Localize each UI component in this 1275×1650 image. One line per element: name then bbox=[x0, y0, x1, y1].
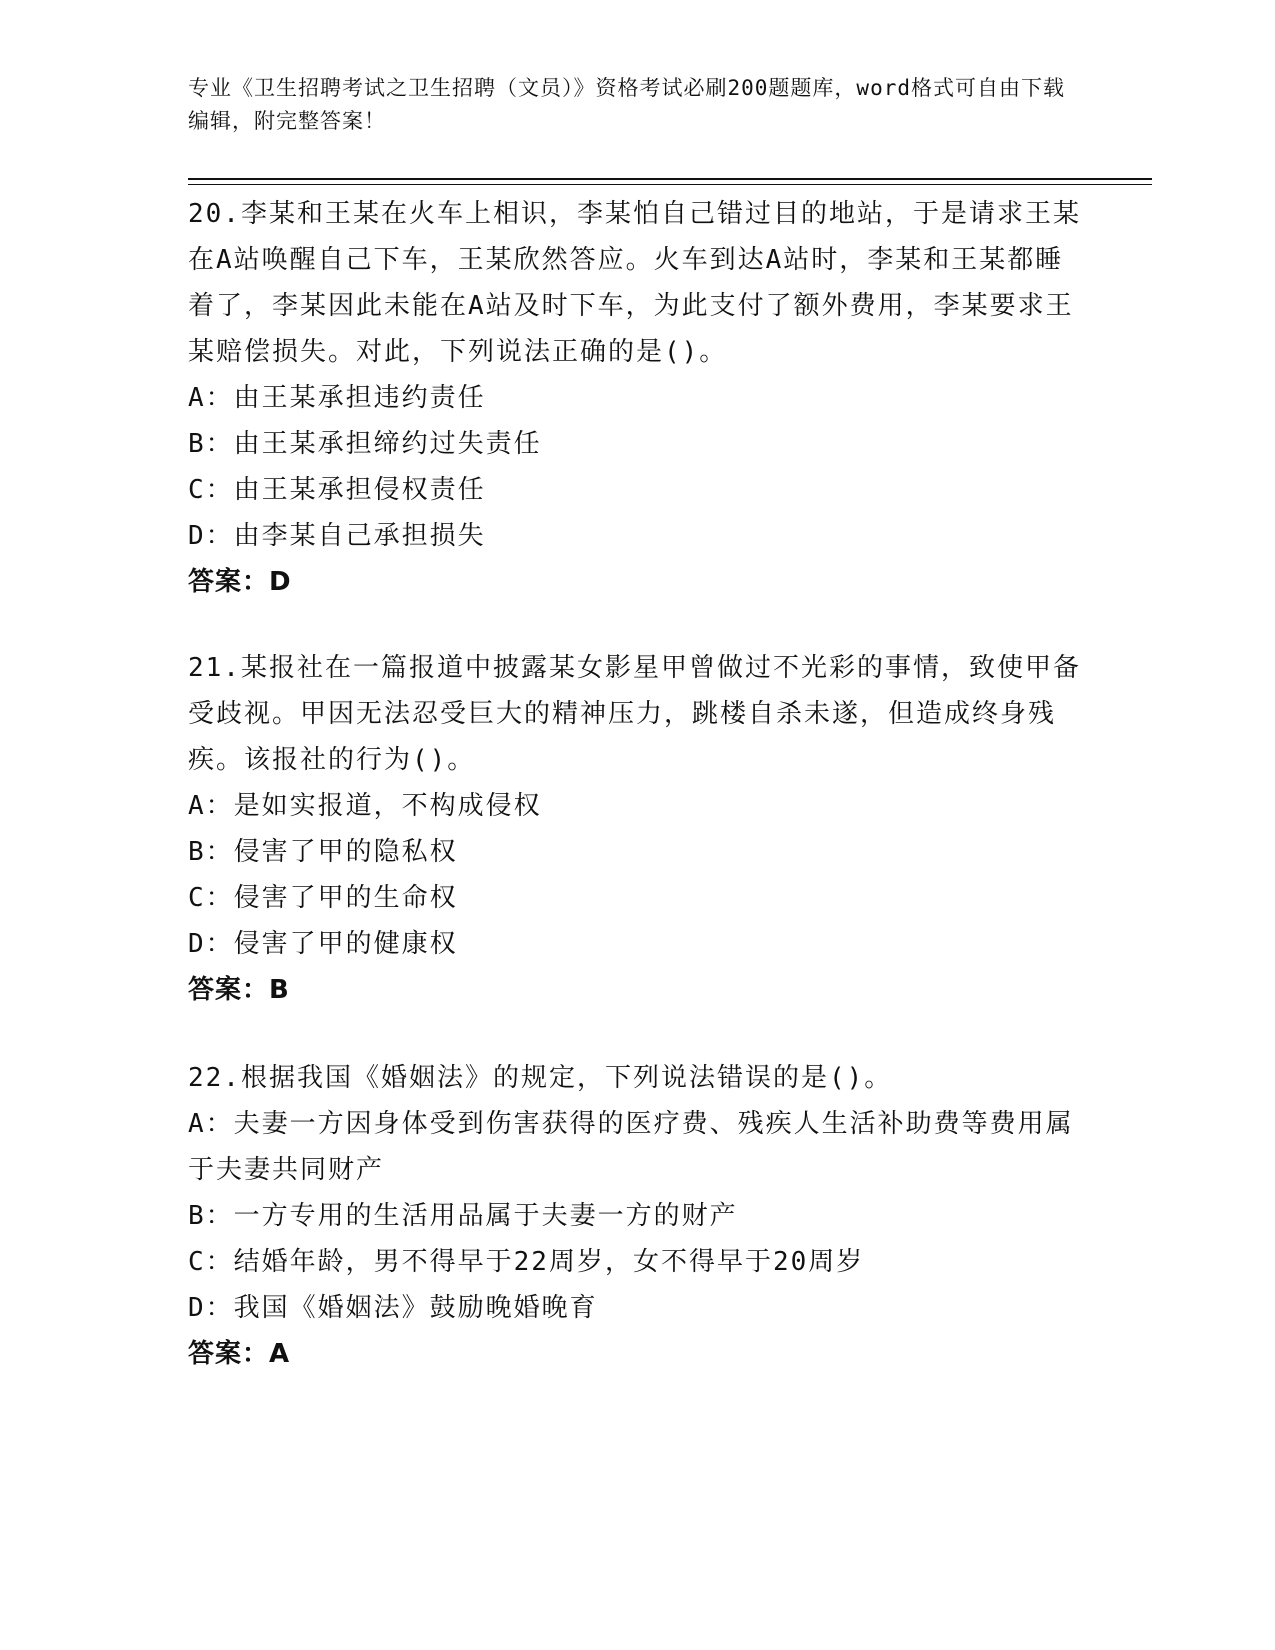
option-c: C：结婚年龄，男不得早于22周岁，女不得早于20周岁 bbox=[188, 1247, 865, 1277]
option-a: A：是如实报道，不构成侵权 bbox=[188, 791, 542, 821]
option-c: C：侵害了甲的生命权 bbox=[188, 883, 458, 913]
option-c: C：由王某承担侵权责任 bbox=[188, 475, 486, 505]
answer-label: 答案：A bbox=[188, 1339, 291, 1369]
question-20 bbox=[188, 191, 1088, 605]
question-stem: 22.根据我国《婚姻法》的规定，下列说法错误的是()。 bbox=[188, 1063, 893, 1093]
option-b: B：一方专用的生活用品属于夫妻一方的财产 bbox=[188, 1201, 738, 1231]
question-22 bbox=[188, 1055, 1088, 1377]
question-21 bbox=[188, 645, 1088, 1013]
header-divider-thin bbox=[188, 184, 1152, 185]
question-stem: 20.李某和王某在火车上相识，李某怕自己错过目的地站，于是请求王某在A站唤醒自己下车，王某欣然答应。火车到达A站时，李某和王某都睡着了，李某因此未能在A站及时下车，为此支付了额外费用，李某要求王某赔偿损失。对此，下列说法正确的是()。 bbox=[188, 199, 1081, 367]
answer-label: 答案：D bbox=[188, 567, 292, 597]
option-a: A：由王某承担违约责任 bbox=[188, 383, 486, 413]
option-d: D：由李某自己承担损失 bbox=[188, 521, 486, 551]
option-a: A：夫妻一方因身体受到伤害获得的医疗费、残疾人生活补助费等费用属于夫妻共同财产 bbox=[188, 1109, 1074, 1185]
question-stem: 21.某报社在一篇报道中披露某女影星甲曾做过不光彩的事情，致使甲备受歧视。甲因无法忍受巨大的精神压力，跳楼自杀未遂，但造成终身残疾。该报社的行为()。 bbox=[188, 653, 1081, 775]
answer-label: 答案：B bbox=[188, 975, 290, 1005]
header-divider-thick bbox=[188, 178, 1152, 180]
option-b: B：由王某承担缔约过失责任 bbox=[188, 429, 542, 459]
document-header: 专业《卫生招聘考试之卫生招聘（文员）》资格考试必刷200题题库，word格式可自由下载编辑，附完整答案！ bbox=[188, 76, 1065, 133]
option-d: D：我国《婚姻法》鼓励晚婚晚育 bbox=[188, 1293, 598, 1323]
option-d: D：侵害了甲的健康权 bbox=[188, 929, 458, 959]
option-b: B：侵害了甲的隐私权 bbox=[188, 837, 458, 867]
